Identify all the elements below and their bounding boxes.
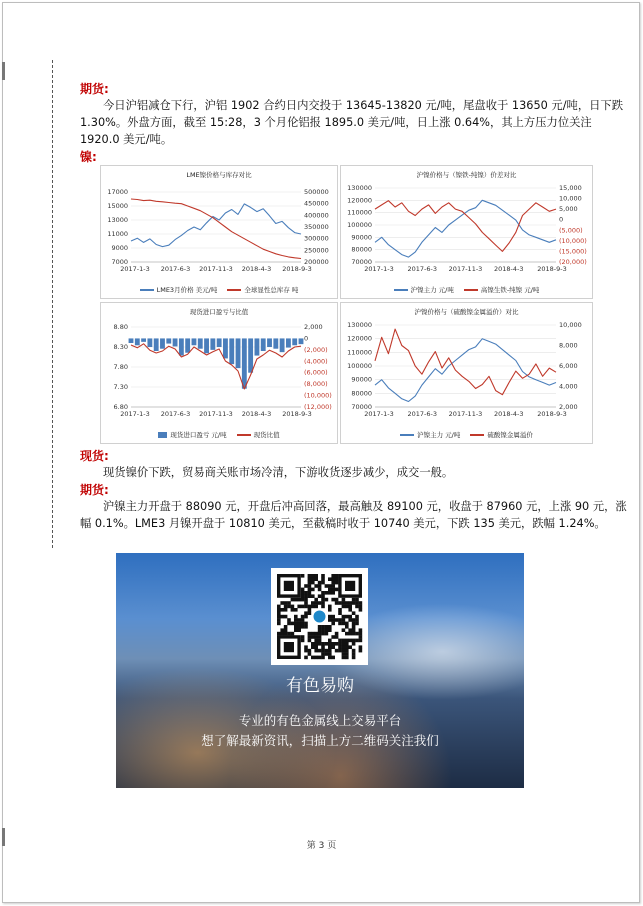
chart-title: 沪镍价格与（镍铁-纯镍）价差对比: [416, 171, 517, 179]
y-right-tick-label: (20,000): [559, 258, 587, 266]
x-tick-label: 2018-9-3: [282, 410, 312, 418]
legend-label: 全球显性总库存 吨: [244, 286, 299, 294]
chart-canvas: [341, 166, 592, 298]
y-left-tick-label: 9000: [111, 244, 128, 252]
series-line: [131, 204, 301, 247]
x-tick-label: 2017-1-3: [120, 265, 150, 273]
y-right-tick-label: 5,000: [559, 205, 578, 214]
y-right-tick-label: 300000: [304, 234, 329, 243]
x-tick-label: 2018-4-3: [241, 410, 272, 418]
page-edge-mark: [2, 62, 5, 80]
legend-item: [394, 285, 454, 294]
bar-mark: [299, 338, 304, 344]
margin-rule: [52, 60, 53, 548]
chart-title: 现货进口盈亏与比值: [189, 308, 249, 316]
y-left-tick-label: 15000: [107, 202, 128, 210]
y-right-tick-label: (2,000): [304, 345, 328, 354]
x-tick-label: 2017-11-3: [199, 265, 233, 273]
legend-item: [470, 430, 533, 439]
bar-mark: [198, 338, 203, 348]
y-right-tick-label: 10,000: [559, 194, 582, 203]
y-left-tick-label: 120000: [347, 334, 372, 343]
legend-swatch: [470, 434, 484, 436]
y-right-tick-label: 500000: [304, 188, 329, 196]
y-left-tick-label: 70000: [351, 403, 372, 411]
bar-mark: [192, 338, 197, 345]
series-line: [131, 199, 301, 259]
x-tick-label: 2018-9-3: [537, 265, 567, 273]
nickel-heading: 镍:: [80, 150, 97, 164]
y-left-tick-label: 6.80: [113, 403, 128, 411]
futures-heading: 期货:: [80, 82, 109, 96]
x-tick-label: 2018-4-3: [493, 410, 524, 418]
y-right-tick-label: (5,000): [559, 226, 583, 235]
x-tick-label: 2018-4-3: [241, 265, 272, 273]
legend-item: [464, 285, 540, 294]
bar-mark: [147, 338, 152, 347]
y-left-tick-label: 7.80: [113, 363, 128, 371]
bar-mark: [179, 338, 184, 355]
bar-mark: [185, 338, 190, 352]
qr-code: [271, 568, 368, 665]
page-number: 第 3 页: [306, 841, 337, 851]
y-right-tick-label: (15,000): [559, 247, 587, 256]
y-right-tick-label: (12,000): [304, 403, 332, 411]
legend-swatch: [227, 289, 241, 291]
x-tick-label: 2017-6-3: [407, 265, 438, 273]
legend-swatch: [237, 434, 251, 436]
bar-mark: [223, 338, 228, 358]
bar-mark: [135, 338, 140, 345]
bar-mark: [280, 338, 285, 352]
y-right-tick-label: (8,000): [304, 380, 328, 389]
y-right-tick-label: 0: [559, 215, 564, 224]
y-right-tick-label: 4,000: [559, 382, 578, 391]
legend-item: [140, 285, 218, 294]
y-right-tick-label: 2,000: [304, 323, 323, 331]
y-right-tick-label: (10,000): [304, 391, 332, 400]
legend-label: LME3月价格 美元/吨: [156, 286, 218, 294]
y-right-tick-label: 350000: [304, 223, 329, 231]
bar-mark: [286, 338, 291, 347]
legend-swatch: [400, 434, 414, 436]
futures-heading-2: 期货:: [80, 483, 109, 497]
x-tick-label: 2018-4-3: [493, 265, 524, 273]
y-right-tick-label: (10,000): [559, 236, 587, 245]
bar-mark: [204, 338, 209, 353]
bar-mark: [166, 338, 171, 343]
y-right-tick-label: 450000: [304, 199, 329, 208]
y-right-tick-label: 0: [304, 334, 309, 343]
legend-swatch: [394, 289, 408, 291]
chart-spot-import-profit: [100, 302, 338, 444]
y-right-tick-label: 250000: [304, 246, 329, 255]
y-left-tick-label: 7.30: [113, 383, 128, 391]
x-tick-label: 2017-1-3: [364, 410, 394, 418]
y-left-tick-label: 90000: [351, 375, 372, 384]
chart-title: LME镍价格与库存对比: [186, 171, 252, 179]
bar-mark: [248, 338, 253, 372]
y-left-tick-label: 130000: [347, 321, 372, 329]
y-left-tick-label: 80000: [351, 389, 372, 398]
banner-tagline-2: 想了解最新资讯，扫描上方二维码关注我们: [201, 733, 439, 748]
y-right-tick-label: (4,000): [304, 357, 328, 366]
y-right-tick-label: 2,000: [559, 403, 578, 411]
bar-mark: [261, 338, 266, 351]
chart-canvas: [341, 303, 592, 443]
y-left-tick-label: 7000: [111, 258, 128, 266]
bar-mark: [229, 338, 234, 364]
y-right-tick-label: 400000: [304, 211, 329, 220]
chart-legend: [341, 285, 592, 294]
chart-legend: [101, 285, 337, 294]
chart-canvas: [101, 303, 337, 443]
y-left-tick-label: 17000: [107, 188, 128, 196]
bar-mark: [210, 338, 215, 349]
spot-heading: 现货:: [80, 449, 109, 463]
y-left-tick-label: 130000: [347, 184, 372, 192]
y-right-tick-label: 6,000: [559, 362, 578, 370]
y-right-tick-label: 10,000: [559, 321, 582, 329]
bar-mark: [154, 338, 159, 351]
x-tick-label: 2017-6-3: [160, 265, 191, 273]
chart-legend: [341, 430, 592, 439]
x-tick-label: 2017-11-3: [448, 410, 483, 418]
legend-label: 沪镍主力 元/吨: [410, 286, 454, 294]
legend-label: 现货进口盈亏 元/吨: [170, 431, 227, 439]
y-left-tick-label: 8.80: [113, 323, 128, 331]
bar-mark: [129, 338, 134, 343]
y-left-tick-label: 11000: [107, 230, 128, 238]
legend-item: [400, 430, 460, 439]
legend-label: 硫酸镍金属溢价: [487, 431, 533, 439]
legend-swatch: [158, 432, 167, 438]
chart-canvas: [101, 166, 337, 298]
x-tick-label: 2017-6-3: [407, 410, 438, 418]
legend-swatch: [464, 289, 478, 291]
chart-shfe-nickel-spread: [340, 165, 593, 299]
y-left-tick-label: 8.30: [113, 343, 128, 351]
qr-code-icon: [271, 568, 368, 665]
chart-legend: [101, 430, 337, 439]
bar-mark: [217, 338, 222, 347]
bar-mark: [242, 338, 247, 388]
x-tick-label: 2017-11-3: [448, 265, 483, 273]
bar-mark: [292, 338, 297, 345]
bar-mark: [267, 338, 272, 347]
banner-tagline: 专业的有色金属线上交易平台: [238, 713, 402, 728]
series-line: [375, 339, 556, 402]
bar-mark: [173, 338, 178, 346]
x-tick-label: 2017-1-3: [120, 410, 150, 418]
bar-mark: [141, 338, 146, 341]
nickel-futures-paragraph: 沪镍主力开盘于 88090 元，开盘后冲高回落，最高触及 89100 元，收盘于 87960 元，上涨 90 元，涨幅 0.1%。LME3 月镍开盘于 10810 美元，至截稿时收于 10740 美元，下跌 135 美元，跌幅 1.24%。: [80, 500, 627, 530]
y-left-tick-label: 100000: [347, 362, 372, 370]
promo-banner: [116, 553, 524, 788]
x-tick-label: 2018-9-3: [537, 410, 567, 418]
y-left-tick-label: 70000: [351, 258, 372, 266]
legend-label: 高镍生铁-纯镍 元/吨: [480, 286, 540, 294]
chart-lme-nickel-inventory: [100, 165, 338, 299]
x-tick-label: 2017-6-3: [160, 410, 191, 418]
y-right-tick-label: 8,000: [559, 341, 578, 350]
bar-mark: [236, 338, 241, 368]
x-tick-label: 2017-11-3: [199, 410, 233, 418]
bar-mark: [273, 338, 278, 348]
legend-swatch: [140, 289, 154, 291]
y-left-tick-label: 120000: [347, 196, 372, 205]
y-right-tick-label: (6,000): [304, 368, 328, 377]
y-left-tick-label: 100000: [347, 221, 372, 229]
legend-label: 沪镍主力 元/吨: [417, 431, 461, 439]
legend-item: [227, 285, 298, 294]
x-tick-label: 2018-9-3: [282, 265, 312, 273]
chart-title: 沪镍价格与（硫酸镍金属溢价）对比: [414, 308, 519, 316]
aluminum-futures-paragraph: 今日沪铝减仓下行，沪铝 1902 合约日内交投于 13645-13820 元/吨，尾盘收于 13650 元/吨，日下跌 1.30%。外盘方面，截至 15:28，3 个月伦铝报 1895.0 美元/吨，日上涨 0.64%，其上方压力位关注 1920.0 美元/吨。: [80, 99, 624, 146]
y-right-tick-label: 200000: [304, 258, 329, 266]
legend-item: [158, 430, 226, 439]
spot-paragraph: 现货镍价下跌，贸易商关账市场冷清，下游收货逐步减少，成交一般。: [103, 466, 454, 479]
chart-nickel-sulfate-premium: [340, 302, 593, 444]
y-left-tick-label: 80000: [351, 245, 372, 254]
legend-item: [237, 430, 280, 439]
y-left-tick-label: 110000: [347, 348, 372, 357]
y-right-tick-label: 15,000: [559, 184, 582, 192]
x-tick-label: 2017-1-3: [364, 265, 394, 273]
y-left-tick-label: 110000: [347, 208, 372, 217]
bar-mark: [160, 338, 165, 348]
banner-brand: 有色易购: [286, 676, 354, 696]
bar-mark: [254, 338, 259, 355]
legend-label: 现货比值: [253, 431, 280, 439]
y-left-tick-label: 13000: [107, 216, 128, 224]
y-left-tick-label: 90000: [351, 233, 372, 242]
series-line: [375, 201, 556, 252]
